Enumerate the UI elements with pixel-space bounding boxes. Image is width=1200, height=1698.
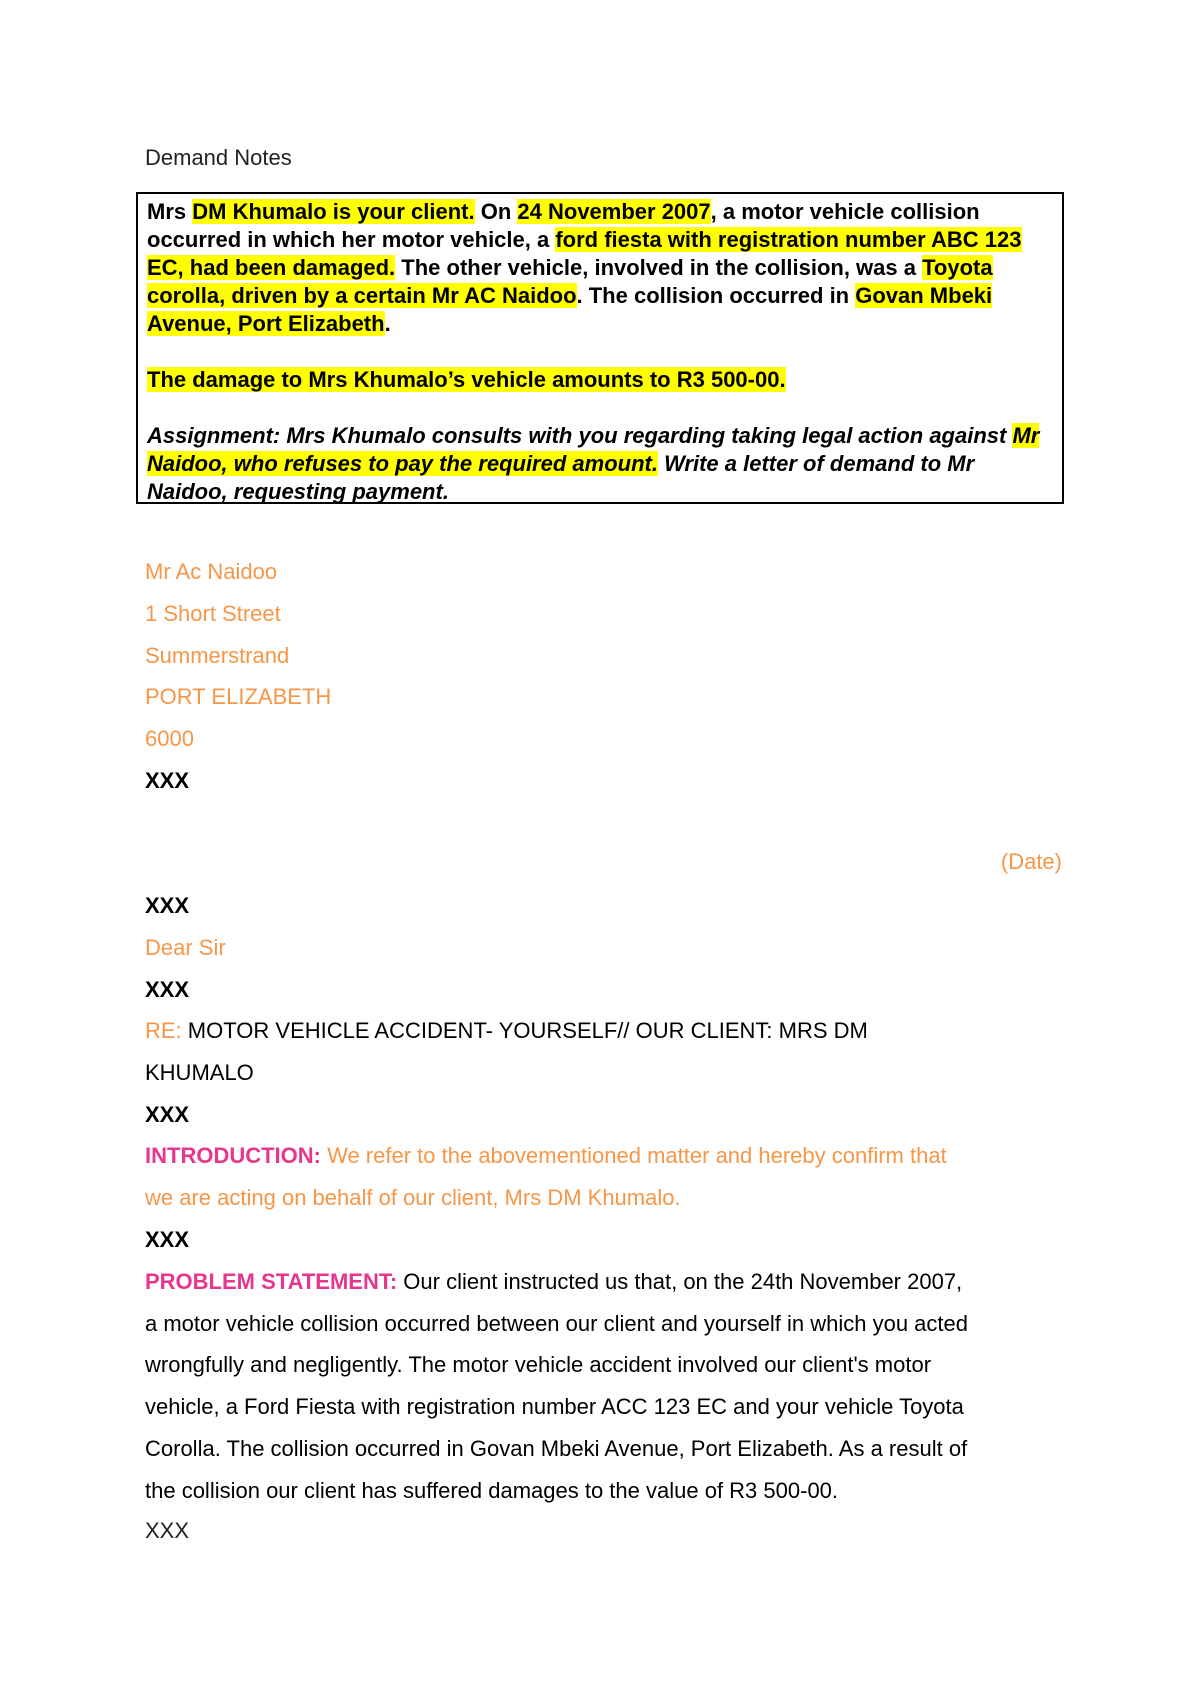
salutation: Dear Sir	[145, 935, 226, 960]
introduction-label: INTRODUCTION:	[145, 1143, 321, 1168]
problem-statement-label: PROBLEM STATEMENT:	[145, 1269, 398, 1294]
re-label: RE:	[145, 1018, 182, 1043]
highlight-other-vehicle: Toyota corolla, driven by a certain Mr AC Naidoo	[147, 255, 993, 308]
highlight-damage-amount: The damage to Mrs Khumalo’s vehicle amounts to R3 500-00.	[147, 367, 786, 392]
marker-xxx: XXX	[145, 768, 190, 793]
marker-xxx: XXX	[145, 893, 190, 918]
re-line-continued: KHUMALO	[145, 1060, 254, 1085]
problem-statement-line: the collision our client has suffered damages to the value of R3 500-00.	[145, 1478, 839, 1503]
marker-xxx: XXX	[145, 1518, 190, 1543]
problem-statement-line: wrongfully and negligently. The motor vehicle accident involved our client's motor	[145, 1352, 932, 1377]
problem-statement-line: vehicle, a Ford Fiesta with registration number ACC 123 EC and your vehicle Toyota	[145, 1394, 964, 1419]
instructions-paragraph-2	[147, 366, 1052, 394]
address-suburb: Summerstrand	[145, 643, 290, 668]
marker-xxx: XXX	[145, 1102, 190, 1127]
problem-statement-line: a motor vehicle collision occurred between our client and yourself in which you acted	[145, 1311, 968, 1336]
highlight-client: DM Khumalo is your client.	[192, 199, 475, 224]
assignment-paragraph: Assignment: Mrs Khumalo consults with you regarding taking legal action against Mr Naidoo, who refuses to pay the required amount. Write a letter of demand to Mr Naidoo, requesting payment.	[147, 423, 1040, 504]
address-street: 1 Short Street	[145, 601, 281, 626]
problem-statement-line: PROBLEM STATEMENT: Our client instructed us that, on the 24th November 2007,	[145, 1269, 963, 1294]
problem-statement-line: Corolla. The collision occurred in Govan Mbeki Avenue, Port Elizabeth. As a result of	[145, 1436, 968, 1461]
address-city: PORT ELIZABETH	[145, 684, 332, 709]
highlight-location: Govan Mbeki Avenue, Port Elizabeth	[147, 283, 993, 336]
highlight-date: 24 November 2007	[517, 199, 711, 224]
marker-xxx: XXX	[145, 977, 190, 1002]
introduction-line-continued: we are acting on behalf of our client, Mrs DM Khumalo.	[145, 1185, 681, 1210]
introduction-line: INTRODUCTION: We refer to the abovementioned matter and hereby confirm that	[145, 1143, 947, 1168]
re-line: RE: MOTOR VEHICLE ACCIDENT- YOURSELF// OUR CLIENT: MRS DM	[145, 1018, 868, 1043]
address-name: Mr Ac Naidoo	[145, 559, 278, 584]
address-postal-code: 6000	[145, 726, 194, 751]
highlight-naidoo-refuses: Mr Naidoo, who refuses to pay the required amount.	[147, 423, 1040, 476]
instructions-box	[136, 192, 1064, 504]
page-title: Demand Notes	[145, 145, 292, 170]
instructions-paragraph-1: Mrs DM Khumalo is your client. On 24 November 2007, a motor vehicle collision occurred in which her motor vehicle, a ford fiesta with registration number ABC 123 EC, had been damaged. The other vehicle, involved in the collision, was a Toyota corolla, driven by a certain Mr AC Naidoo. The collision occurred in Govan Mbeki Avenue, Port Elizabeth.	[147, 199, 1022, 336]
date-placeholder: (Date)	[1000, 849, 1062, 874]
highlight-vehicle: ford fiesta with registration number ABC 123 EC, had been damaged.	[147, 227, 1022, 280]
marker-xxx: XXX	[145, 1227, 190, 1252]
